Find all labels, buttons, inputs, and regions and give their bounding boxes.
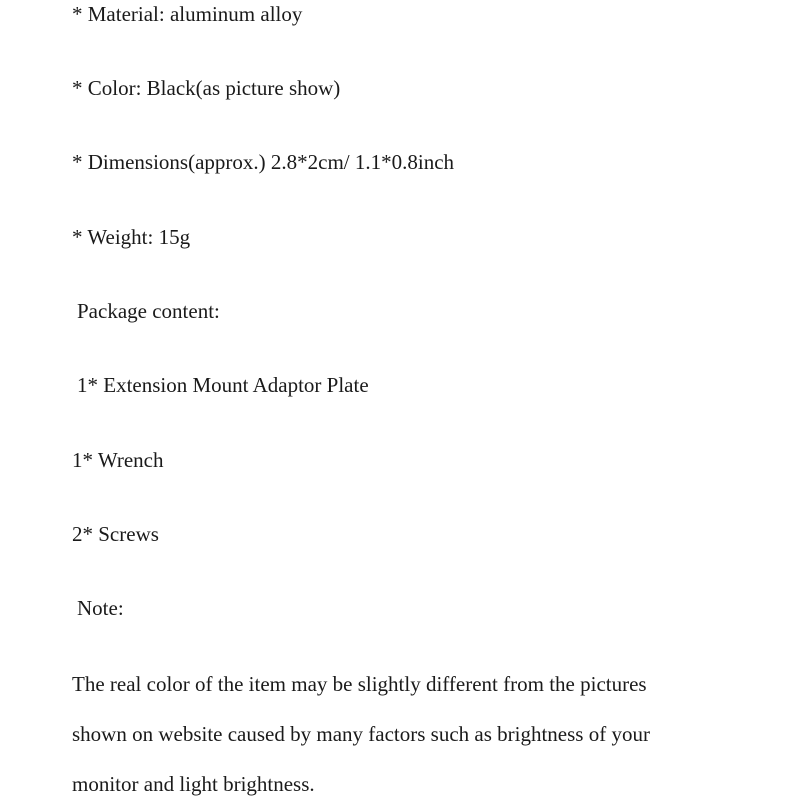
spec-color: * Color: Black(as picture show) bbox=[72, 76, 341, 100]
note-line: monitor and light brightness. bbox=[72, 772, 315, 796]
spec-material: * Material: aluminum alloy bbox=[72, 2, 303, 26]
note-heading: Note: bbox=[77, 596, 124, 620]
package-heading: Package content: bbox=[77, 299, 220, 323]
spec-weight: * Weight: 15g bbox=[72, 225, 191, 249]
note-line: The real color of the item may be slightly different from the pictures bbox=[72, 672, 647, 696]
package-item: 1* Wrench bbox=[72, 448, 164, 472]
note-line: shown on website caused by many factors such as brightness of your bbox=[72, 722, 650, 746]
spec-dimensions: * Dimensions(approx.) 2.8*2cm/ 1.1*0.8inch bbox=[72, 150, 455, 174]
package-item: 1* Extension Mount Adaptor Plate bbox=[77, 373, 369, 397]
package-item: 2* Screws bbox=[72, 522, 159, 546]
